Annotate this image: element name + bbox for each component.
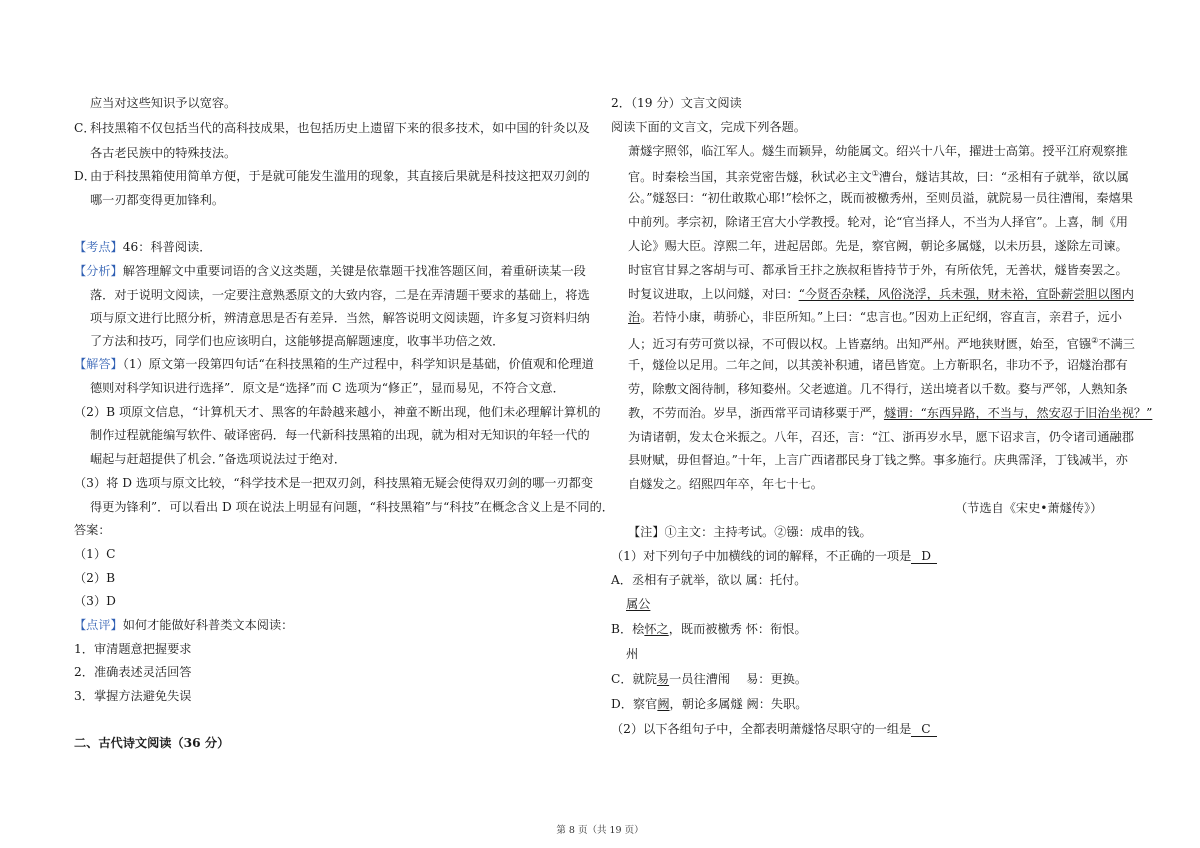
answer-blank: D: [911, 549, 937, 564]
option-b: B．桧怀之，既而被檄秀 怀：衔恨。: [611, 622, 807, 636]
passage-line: 教，不劳而治。岁旱，浙西常平司请移粟于严，燧谓：“东西异路，不当与，然安忍于旧治坐视？”: [628, 406, 1153, 420]
jieda-text: （1）原文第一段第四句话“在科技黑箱的生产过程中，科学知识是基础，价值观和伦理道: [122, 357, 594, 371]
jieda-line5: 崛起与赶超提供了机会．”备选项说法过于绝对．: [90, 452, 347, 466]
jieda-line6: （3）将 D 选项与原文比较，“科学技术是一把双刃剑，科技黑箱无疑会使得双刃剑的哪一刃都变: [74, 476, 594, 490]
jieda-tag: 【解答】: [74, 357, 123, 371]
sub-question-2: （2）以下各组句子中，全都表明萧燧恪尽职守的一组是 C: [611, 721, 937, 737]
point-3: 3．掌握方法避免失误: [74, 689, 192, 703]
jieda-line4: 制作过程就能编写软件、破译密码．每一代新科技黑箱的出现，就为相对无知识的年轻一代的: [90, 428, 590, 442]
option-d: D．察官阙，朝论多属燧 阙：失职。: [611, 697, 808, 711]
kaodian-text: 46：科普阅读．: [122, 240, 212, 254]
answer-2: （2）B: [74, 571, 116, 585]
dianping-tag: 【点评】: [74, 618, 123, 632]
dianping: [74, 617, 293, 633]
instruction: 阅读下面的文言文，完成下列各题。: [611, 120, 806, 134]
fenxi-text: 解答理解文中重要词语的含义这类题，关键是依靠题干找准答题区间，着重研读某一段: [122, 264, 586, 278]
option-d-line1: 由于科技黑箱使用简单方便，于是就可能发生滥用的现象，其直接后果就是科技这把双刃剑的: [90, 169, 590, 183]
option-a-cont: 属公: [626, 597, 651, 611]
option-c-line1: 科技黑箱不仅包括当代的高科技成果，也包括历史上遗留下来的很多技术，如中国的针灸以及: [90, 121, 590, 135]
option-c: C．就院易一员往漕闱 易：更换。: [611, 672, 808, 686]
passage-line: 时复议进取，上以问燧，对曰：“今贤否杂糅，风俗浇浮，兵未强，财未裕，宜卧薪尝胆以图内: [628, 287, 1134, 301]
jieda-line3: （2）B 项原文信息，“计算机天才、黑客的年龄越来越小，神童不断出现，他们未必理解计算机的: [74, 405, 601, 419]
passage-line: 县财赋，毋但督迫。”十年，上言广西诸郡民身丁钱之弊。事多施行。庆典霈泽，丁钱减半，亦: [628, 453, 1128, 467]
passage-line: 为请诸朝，发太仓米振之。八年，召还，言：“江、浙再岁水旱，愿下诏求言，仍令诸司通融郡: [628, 430, 1134, 444]
fenxi-tag: 【分析】: [74, 264, 123, 278]
passage-line: 中前列。孝宗初，除诸王宫大小学教授。轮对，论“官当择人，不当为人择官”。上喜，制《用: [628, 215, 1128, 229]
option-c-label: C．: [74, 121, 96, 135]
dianping-text: 如何才能做好科普类文本阅读：: [122, 618, 294, 632]
source-citation: （节选自《宋史•萧燧传》）: [955, 501, 1103, 515]
page-footer: 第 8 页（共 19 页）: [556, 825, 644, 836]
fenxi-line1: [74, 263, 586, 279]
kaodian: [74, 239, 211, 255]
passage-line: 官。时秦桧当国，其亲党密告燧，秋试必主文①漕台，燧诘其故，曰：“丞相有子就举，欲以属: [628, 169, 1129, 185]
passage-line: 治。若恃小康，萌骄心，非臣所知。”上曰：“忠言也。”因劝上正纪纲，容直言，亲君子，远小: [628, 310, 1122, 324]
kaodian-tag: 【考点】: [74, 240, 123, 254]
option-d-line2: 哪一刃都变得更加锋利。: [90, 193, 225, 207]
passage-line: 自燧发之。绍熙四年卒，年七十七。: [628, 477, 823, 491]
option-c-line2: 各古老民族中的特殊技法。: [90, 146, 237, 160]
footnote: 【注】①主文：主持考试。②镪：成串的钱。: [628, 525, 872, 539]
fenxi-line4: 了方法和技巧，同学们也应该明白，这能够提高解题速度，收事半功倍之效．: [90, 334, 505, 348]
answer-3: （3）D: [74, 594, 116, 608]
fenxi-line3: 项与原文进行比照分析，辨清意思是否有差异．当然，解答说明文阅读题，许多复习资料归纳: [90, 311, 590, 325]
point-1: 1．审清题意把握要求: [74, 642, 192, 656]
fenxi-line2: 落．对于说明文阅读，一定要注意熟悉原文的大致内容，二是在弄清题干要求的基础上，将选: [90, 288, 590, 302]
jieda-line1: [74, 356, 594, 372]
text-line: 应当对这些知识予以宽容。: [90, 96, 237, 110]
passage-line: 公。”燧怒曰：“初仕敢欺心耶!”桧怀之，既而被檄秀州，至则员溢，就院易一员往漕闱，秦熺果: [628, 191, 1133, 205]
answer-blank: C: [911, 722, 936, 737]
point-2: 2．准确表述灵活回答: [74, 665, 192, 679]
jieda-line2: 德则对科学知识进行选择”．原文是“选择”而 C 选项为“修正”，显而易见，不符合文意．: [90, 381, 565, 395]
passage-line: 人；近习有劳可赏以禄，不可假以权。上皆嘉纳。出知严州。严地狭财匮，始至，官镪②不满三: [628, 336, 1135, 352]
passage-line: 萧燧字照邻，临江军人。燧生而颖异，幼能属文。绍兴十八年，擢进士高第。授平江府观察推: [628, 144, 1128, 158]
section-heading: 二、古代诗文阅读（36 分）: [74, 736, 230, 750]
answer-heading: 答案：: [74, 523, 111, 537]
passage-line: 千，燧俭以足用。二年之间，以其羡补积逋，诸邑皆宽。上方靳职名，非功不予，诏燧治郡有: [628, 358, 1128, 372]
answer-1: （1）C: [74, 547, 116, 561]
option-d-label: D．: [74, 169, 96, 183]
option-a: A．丞相有子就举，欲以 属：托付。: [611, 573, 807, 587]
passage-line: 时宦官甘昪之客胡与可、都承旨王抃之族叔秬皆持节于外，有所依凭，无善状，燧皆奏罢之。: [628, 263, 1128, 277]
option-b-cont: 州: [626, 647, 639, 661]
passage-line: 人论》赐大臣。淳熙二年，进起居郎。先是，察官阙，朝论多属燧，以未历县，遂除左司谏。: [628, 239, 1128, 253]
sub-question-1: （1）对下列句子中加横线的词的解释，不正确的一项是 D: [611, 548, 937, 564]
jieda-line7: 得更为锋利”．可以看出 D 项在说法上明显有问题，“科技黑箱”与“科技”在概念含义上是不同的．: [90, 500, 614, 514]
question-heading: 2．（19 分）文言文阅读: [611, 96, 742, 110]
passage-line: 劳，除敷文阁待制，移知婺州。父老遮道。几不得行，送出境者以千数。婺与严邻，人熟知条: [628, 382, 1128, 396]
